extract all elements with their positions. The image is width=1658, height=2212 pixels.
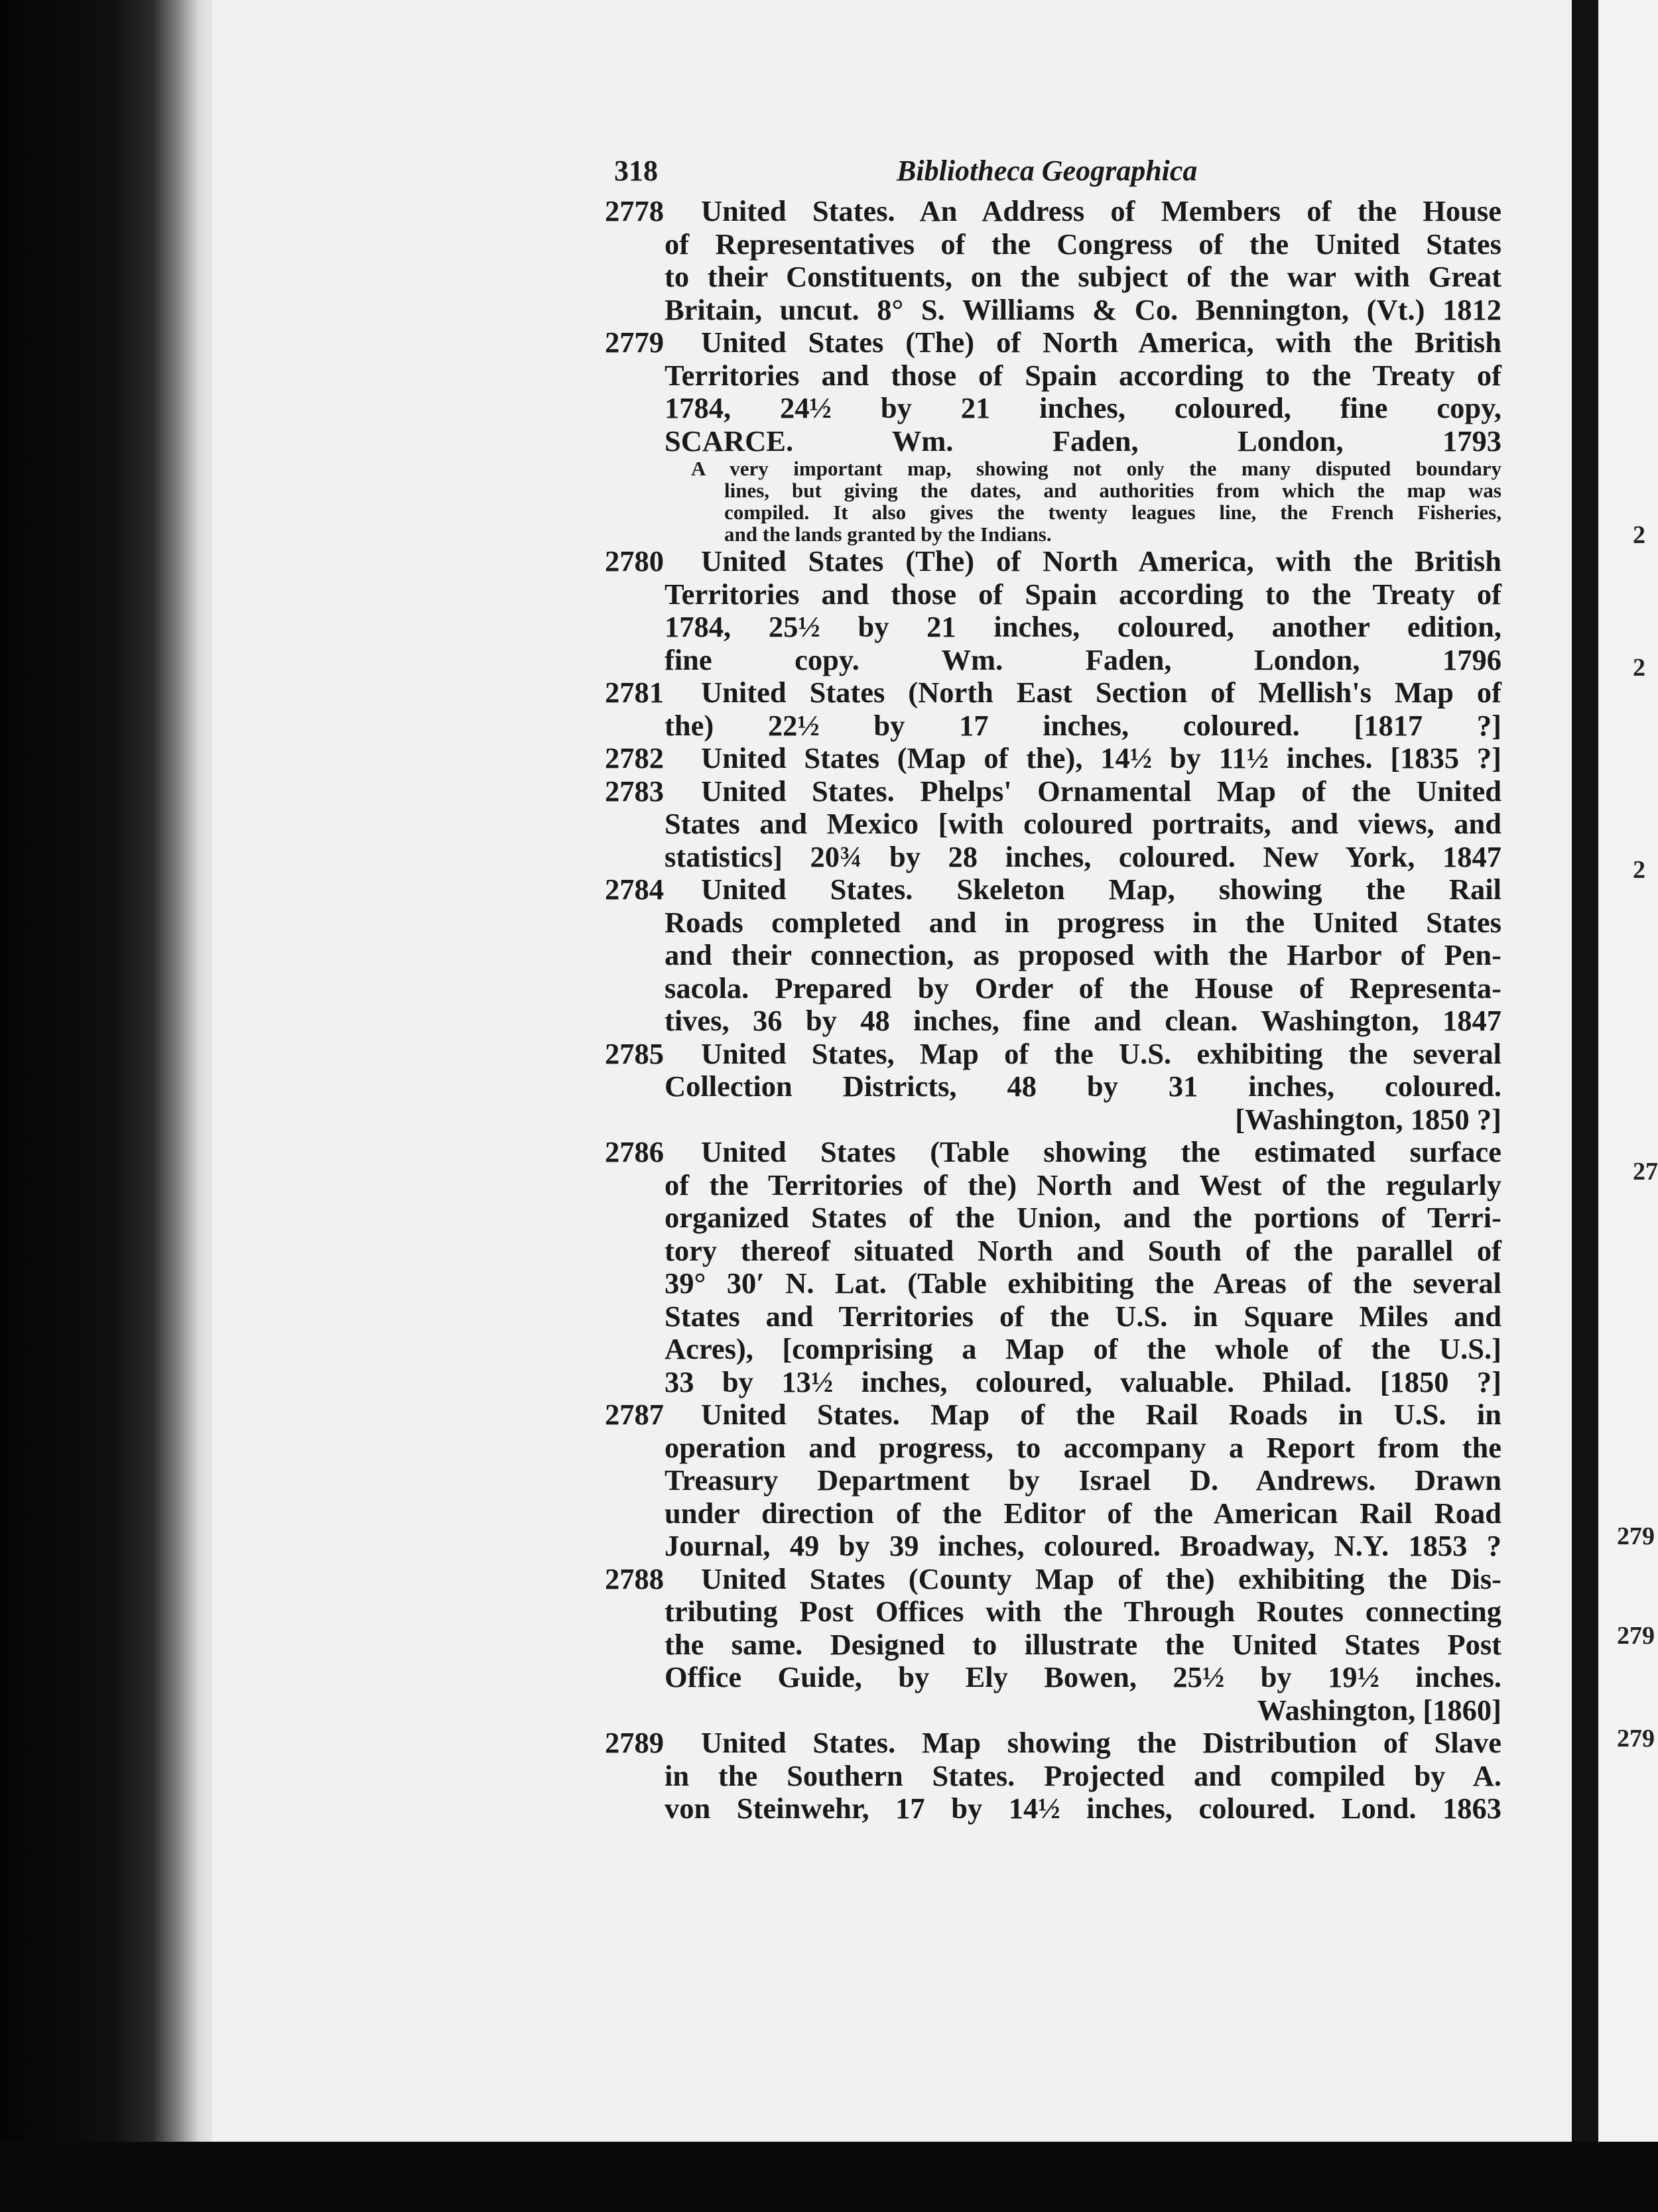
facing-page-fragment: 2 xyxy=(1633,654,1645,682)
entry-number: 2779 xyxy=(605,326,664,359)
entry-line: Territories and those of Spain according to the Treaty of xyxy=(665,358,1501,392)
catalogue-entries xyxy=(605,195,1501,1825)
entry-line: under direction of the Editor of the American Rail Road xyxy=(665,1496,1501,1530)
entry-line: the) 22½ by 17 inches, coloured. [1817 ?] xyxy=(665,708,1501,742)
entry-number: 2786 xyxy=(605,1135,664,1168)
entry-line: operation and progress, to accompany a Report from the xyxy=(665,1430,1501,1464)
entry-number: 2787 xyxy=(605,1398,664,1431)
entry-line: of the Territories of the) North and West of the regularly xyxy=(665,1168,1501,1201)
entry-number: 2783 xyxy=(605,774,664,808)
entry-line: [Washington, 1850 ?] xyxy=(1235,1102,1501,1136)
entry-line: United States. Map showing the Distribution of Slave xyxy=(701,1726,1501,1759)
entry-line: sacola. Prepared by Order of the House of Representa- xyxy=(665,971,1501,1005)
entry-line: in the Southern States. Projected and compiled by A. xyxy=(665,1758,1501,1792)
entry-line: and their connection, as proposed with the Harbor of Pen- xyxy=(665,938,1501,971)
entry-line: 1784, 25½ by 21 inches, coloured, another edition, xyxy=(665,610,1501,643)
catalogue-entry xyxy=(605,195,1501,326)
facing-page-fragment: 27 xyxy=(1633,1158,1658,1186)
entry-number: 2784 xyxy=(605,873,664,906)
entry-line: statistics] 20¾ by 28 inches, coloured. New York, 1847 xyxy=(665,839,1501,873)
entry-line: von Steinwehr, 17 by 14½ inches, coloured. Lond. 1863 xyxy=(665,1792,1501,1825)
facing-page-fragment: 2 xyxy=(1633,521,1645,549)
entry-number: 2785 xyxy=(605,1036,664,1070)
entry-line: United States (Map of the), 14½ by 11½ inches. [1835 ?] xyxy=(701,741,1501,774)
entry-number: 2789 xyxy=(605,1726,664,1759)
entry-line: the same. Designed to illustrate the United States Post xyxy=(665,1627,1501,1661)
entry-number: 2781 xyxy=(605,676,664,709)
note-line: lines, but giving the dates, and authorities from which the map was xyxy=(724,479,1501,502)
page-content xyxy=(605,154,1501,1825)
catalogue-entry xyxy=(605,676,1501,742)
entry-line: Washington, [1860] xyxy=(1257,1693,1501,1727)
entry-line: SCARCE. Wm. Faden, London, 1793 xyxy=(665,424,1501,458)
entry-line: United States (North East Section of Mellish's Map of xyxy=(701,676,1501,709)
entry-line: Roads completed and in progress in the United States xyxy=(665,905,1501,939)
entry-line: to their Constituents, on the subject of the war with Great xyxy=(665,260,1501,293)
entry-line: United States. Skeleton Map, showing the Rail xyxy=(701,873,1501,906)
entry-line: fine copy. Wm. Faden, London, 1796 xyxy=(665,643,1501,676)
entry-number: 2778 xyxy=(605,194,664,227)
entry-line: United States. Map of the Rail Roads in U.S. in xyxy=(701,1398,1501,1431)
entry-line: tory thereof situated North and South of the parallel of xyxy=(665,1233,1501,1267)
entry-line: States and Territories of the U.S. in Square Miles and xyxy=(665,1299,1501,1333)
catalogue-entry xyxy=(605,775,1501,874)
catalogue-entry xyxy=(605,1727,1501,1825)
facing-page-sliver xyxy=(1598,0,1658,2142)
book-gutter-left xyxy=(0,0,219,2212)
entry-line: United States (The) of North America, with the British xyxy=(701,544,1501,578)
catalogue-entry xyxy=(605,742,1501,775)
entry-line: organized States of the Union, and the portions of Terri- xyxy=(665,1201,1501,1234)
entry-line: United States (County Map of the) exhibiting the Dis- xyxy=(701,1562,1501,1595)
catalogue-entry xyxy=(605,1563,1501,1727)
facing-page-fragment: 279 xyxy=(1617,1622,1655,1650)
page-number: 318 xyxy=(614,154,658,187)
book-gutter-right xyxy=(1572,0,1598,2142)
entry-line: States and Mexico [with coloured portraits, and views, and xyxy=(665,807,1501,840)
entry-note xyxy=(605,458,1501,545)
catalogue-entry xyxy=(605,545,1501,676)
entry-line: United States. Phelps' Ornamental Map of the United xyxy=(701,774,1501,808)
entry-number: 2788 xyxy=(605,1562,664,1595)
catalogue-entry xyxy=(605,1398,1501,1563)
catalogue-entry xyxy=(605,1038,1501,1137)
note-line: compiled. It also gives the twenty leagues line, the French Fisheries, xyxy=(724,501,1501,524)
note-line: and the lands granted by the Indians. xyxy=(724,522,1052,546)
entry-line: tives, 36 by 48 inches, fine and clean. Washington, 1847 xyxy=(665,1004,1501,1037)
entry-line: Office Guide, by Ely Bowen, 25½ by 19½ inches. xyxy=(665,1660,1501,1693)
entry-number: 2780 xyxy=(605,544,664,578)
catalogue-entry xyxy=(605,1136,1501,1398)
entry-line: Collection Districts, 48 by 31 inches, coloured. xyxy=(665,1070,1501,1103)
entry-line: 39° 30′ N. Lat. (Table exhibiting the Areas of the several xyxy=(665,1266,1501,1300)
entry-line: United States (Table showing the estimated surface xyxy=(701,1135,1501,1168)
entry-line: 33 by 13½ inches, coloured, valuable. Philad. [1850 ?] xyxy=(665,1365,1501,1398)
catalogue-entry xyxy=(605,873,1501,1038)
entry-line: Treasury Department by Israel D. Andrews. Drawn xyxy=(665,1463,1501,1497)
entry-line: tributing Post Offices with the Through Routes connecting xyxy=(665,1595,1501,1628)
facing-page-fragment: 2 xyxy=(1633,856,1645,884)
facing-page-fragment: 279 xyxy=(1617,1522,1655,1550)
note-line: A very important map, showing not only the many disputed boundary xyxy=(691,457,1501,480)
entry-line: 1784, 24½ by 21 inches, coloured, fine copy, xyxy=(665,391,1501,424)
running-header xyxy=(605,154,1501,195)
entry-line: Journal, 49 by 39 inches, coloured. Broadway, N.Y. 1853 ? xyxy=(665,1529,1501,1562)
entry-line: United States. An Address of Members of the House xyxy=(701,194,1501,227)
entry-line: Acres), [comprising a Map of the whole of the U.S.] xyxy=(665,1332,1501,1365)
catalogue-entry xyxy=(605,326,1501,545)
entry-line: of Representatives of the Congress of the United States xyxy=(665,227,1501,261)
entry-line: Territories and those of Spain according to the Treaty of xyxy=(665,577,1501,611)
entry-number: 2782 xyxy=(605,741,664,774)
entry-line: United States, Map of the U.S. exhibiting the several xyxy=(701,1036,1501,1070)
entry-line: Britain, uncut. 8° S. Williams & Co. Bennington, (Vt.) 1812 xyxy=(665,292,1501,326)
running-title: Bibliotheca Geographica xyxy=(897,154,1198,187)
facing-page-fragment: 279 xyxy=(1617,1725,1655,1752)
scan-bottom-border xyxy=(0,2142,1658,2212)
entry-line: United States (The) of North America, with the British xyxy=(701,326,1501,359)
